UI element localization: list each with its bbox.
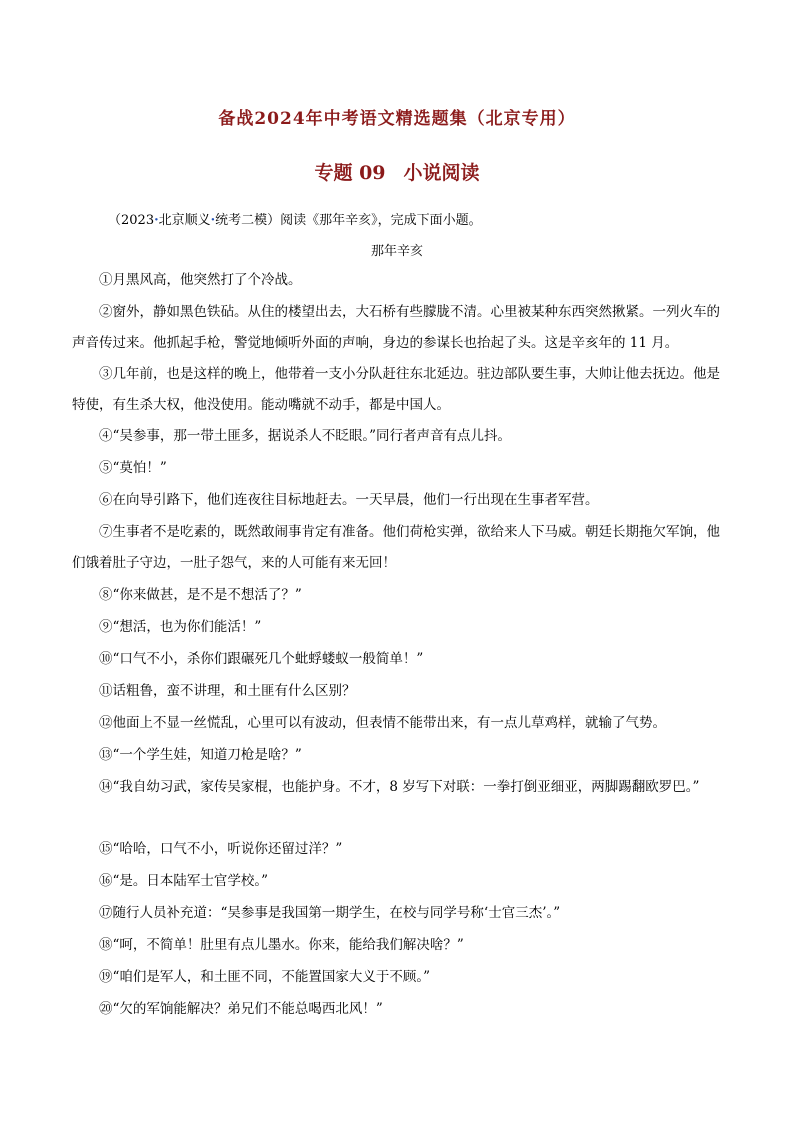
- topic-name: 小说阅读: [403, 162, 480, 184]
- story-paragraph: ⑳“欠的军饷能解决？弟兄们不能总喝西北风！”: [99, 1001, 383, 1017]
- story-paragraph: ⑱“呵，不简单！肚里有点儿墨水。你来，能给我们解决啥？”: [99, 937, 464, 953]
- story-paragraph: ⑧“你来做甚，是不是不想活了？”: [99, 587, 302, 603]
- story-paragraph: ④“吴参事，那一带土匪多，据说杀人不眨眼。”同行者声音有点儿抖。: [99, 428, 512, 444]
- story-paragraph: ③几年前，也是这样的晚上，他带着一支小分队赶往东北延边。驻边部队要生事，大帅让他去抚边。他是特使，有生杀大权，他没使用。能动嘴就不动手，都是中国人。: [72, 366, 720, 413]
- source-part1: 北京顺义: [158, 213, 211, 228]
- story-paragraph: ⑦生事者不是吃素的，既然敢闹事肯定有准备。他们荷枪实弹，欲给来人下马威。朝廷长期拖欠军饷，他们饿着肚子守边，一肚子怨气，来的人可能有来无回！: [72, 524, 720, 571]
- story-paragraph: ⑭“我自幼习武，家传吴家棍，也能护身。不才，8 岁写下对联：一拳打倒亚细亚，两脚踢翻欧罗巴。”: [99, 779, 700, 795]
- story-paragraph: ⑮“哈哈，口气不小，听说你还留过洋？”: [99, 841, 343, 857]
- story-paragraph: ⑰随行人员补充道：“吴参事是我国第一期学生，在校与同学号称‘士官三杰’。”: [99, 905, 561, 921]
- story-paragraph: ⑨“想活，也为你们能活！”: [99, 619, 262, 635]
- story-paragraph: ⑲“咱们是军人，和土匪不同，不能置国家大义于不顾。”: [99, 969, 431, 985]
- source-dot: ·: [210, 213, 216, 228]
- story-paragraph: ⑩“口气不小，杀你们跟碾死几个蚍蜉蝼蚁一般简单！”: [99, 651, 424, 667]
- story-paragraph: ⑤“莫怕！”: [99, 460, 167, 476]
- topic-title: [0, 158, 794, 185]
- story-paragraph: ②窗外，静如黑色铁砧。从住的楼望出去，大石桥有些朦胧不清。心里被某种东西突然揪紧。一列火车的声音传过来。他抓起手枪，警觉地倾听外面的声响，身边的参谋长也抬起了头。这是辛亥年的 11 月。: [72, 304, 720, 351]
- source-dot: ·: [154, 213, 159, 228]
- story-paragraph: ⑯“是。日本陆军士官学校。”: [99, 873, 269, 889]
- story-title: 那年辛亥: [370, 244, 423, 259]
- document-title: 备战2024年中考语文精选题集（北京专用）: [218, 109, 576, 129]
- story-paragraph: ⑥在向导引路下，他们连夜往目标地赶去。一天早晨，他们一行出现在生事者军营。: [99, 492, 599, 508]
- story-paragraph: ⑪话粗鲁，蛮不讲理，和土匪有什么区别？: [99, 683, 356, 699]
- topic-label: 专题 09: [314, 162, 386, 184]
- source-part2: 统考二模）阅读《那年辛亥》，完成下面小题。: [215, 213, 482, 228]
- story-paragraph: ⑬“一个学生娃，知道刀枪是啥？”: [99, 747, 302, 763]
- story-paragraph: ①月黑风高，他突然打了个冷战。: [99, 272, 302, 288]
- question-source: [108, 209, 482, 228]
- story-paragraph: ⑫他面上不显一丝慌乱，心里可以有波动，但表情不能带出来，有一点儿草鸡样，就输了气势。: [99, 715, 666, 731]
- source-prefix: （2023: [108, 213, 155, 228]
